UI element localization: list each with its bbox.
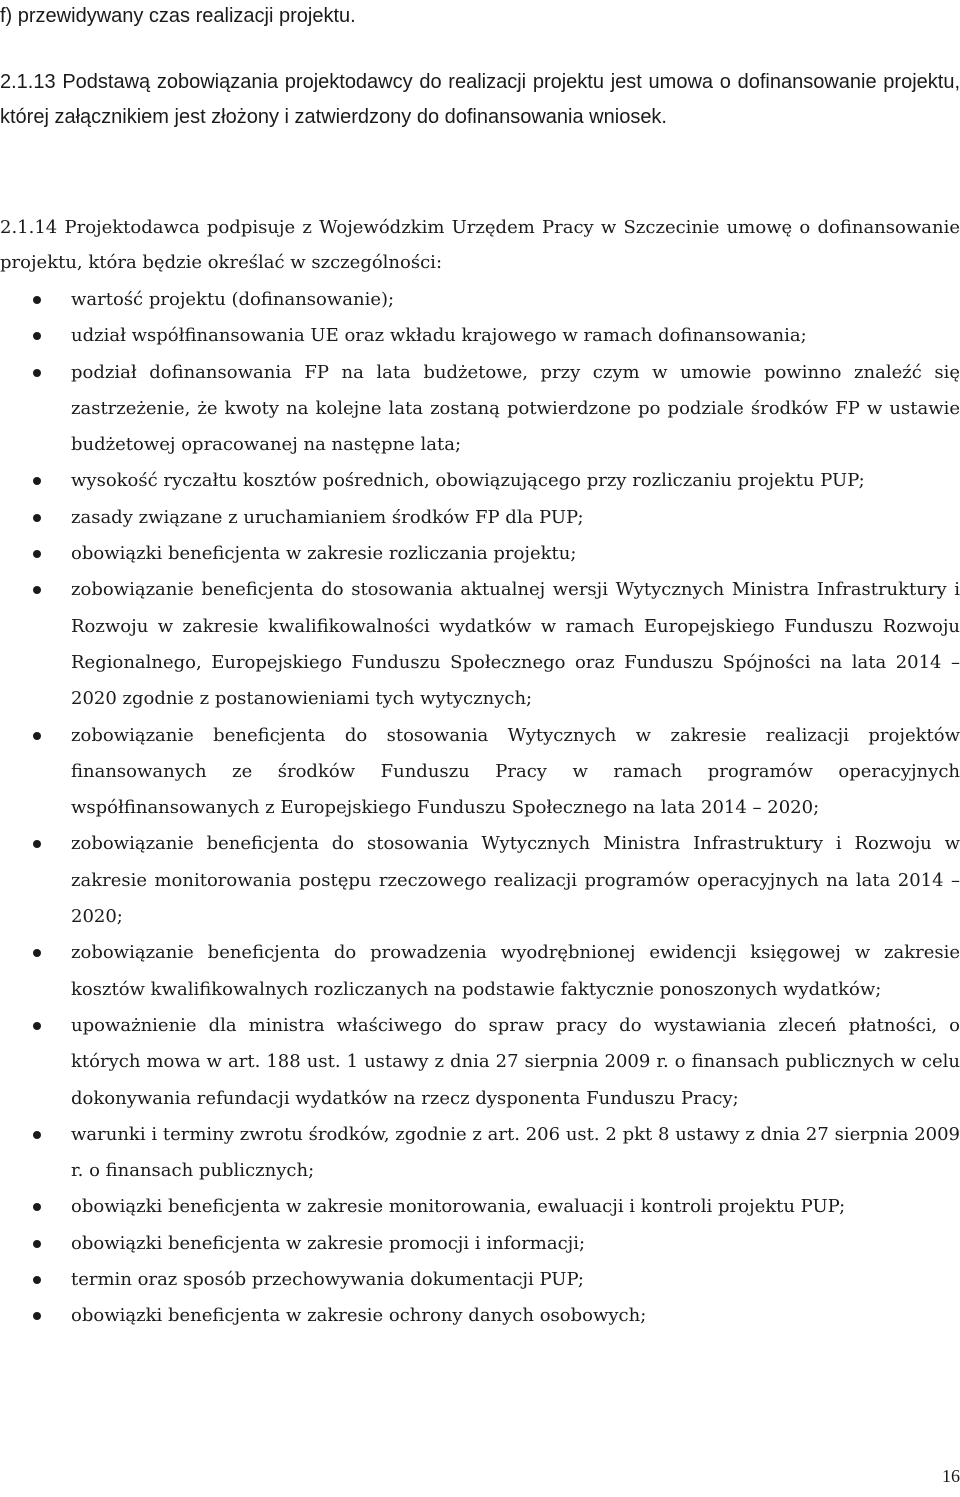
list-item-text: udział współfinansowania UE oraz wkładu krajowego w ramach dofinansowania; (71, 325, 807, 347)
bullet-icon (33, 514, 41, 522)
list-item-text: obowiązki beneficjenta w zakresie monitorowania, ewaluacji i kontroli projektu PUP; (71, 1196, 846, 1218)
bullet-icon (33, 586, 41, 594)
list-item-text: upoważnienie dla ministra właściwego do spraw pracy do wystawiania zleceń płatności, o których mowa w art. 188 ust. 1 ustawy z dnia 27 sierpnia 2009 r. o finansach publicznych w celu dokonywania refundacji wydatków na rzecz dysponenta Funduszu Pracy; (71, 1014, 960, 1109)
list-item (0, 355, 960, 464)
bullet-icon (33, 369, 41, 377)
list-item-f: f) przewidywany czas realizacji projektu. (0, 5, 356, 27)
list-item (0, 1189, 960, 1225)
paragraph-2-1-14 (0, 210, 960, 280)
list-item-text: zobowiązanie beneficjenta do stosowania Wytycznych Ministra Infrastruktury i Rozwoju w zakresie monitorowania postępu rzeczowego realizacji programów operacyjnych na lata 2014 – 2020; (71, 833, 960, 928)
bullet-icon (33, 332, 41, 340)
list-item (0, 536, 960, 572)
list-item (0, 1117, 960, 1190)
bullet-icon (33, 1203, 41, 1211)
list-item-text: zobowiązanie beneficjenta do prowadzenia wyodrębnionej ewidencji księgowej w zakresie kosztów kwalifikowalnych rozliczanych na podstawie faktycznie ponoszonych wydatków; (71, 942, 960, 1000)
list-item-text: obowiązki beneficjenta w zakresie promocji i informacji; (71, 1232, 586, 1254)
list-item-text: zasady związane z uruchamianiem środków FP dla PUP; (71, 506, 584, 528)
bullet-list (0, 282, 960, 1335)
bullet-icon (33, 477, 41, 485)
list-item-text: wartość projektu (dofinansowanie); (71, 289, 395, 310)
paragraph-2-1-13: 2.1.13 Podstawą zobowiązania projektodawcy do realizacji projektu jest umowa o dofinansowanie projektu, której załącznikiem jest złożony i zatwierdzony do dofinansowania wniosek. (0, 71, 960, 128)
bullet-icon (33, 949, 41, 957)
list-item-text: obowiązki beneficjenta w zakresie rozliczania projektu; (71, 543, 577, 565)
bullet-icon (33, 296, 41, 304)
list-item-text: termin oraz sposób przechowywania dokumentacji PUP; (71, 1269, 584, 1291)
page-number: 16 (942, 1466, 960, 1486)
paragraph-2-1-14-intro: 2.1.14 Projektodawca podpisuje z Wojewódzkim Urzędem Pracy w Szczecinie umowę o dofinansowanie projektu, która będzie określać w szczególności: (0, 217, 960, 273)
list-item-text: zobowiązanie beneficjenta do stosowania Wytycznych w zakresie realizacji projektów finansowanych ze środków Funduszu Pracy w ramach programów operacyjnych współfinansowanych z Europejskiego Funduszu Społecznego na lata 2014 – 2020; (71, 724, 960, 819)
list-item-text: warunki i terminy zwrotu środków, zgodnie z art. 206 ust. 2 pkt 8 ustawy z dnia 27 sierpnia 2009 r. o finansach publicznych; (71, 1123, 960, 1182)
list-item (0, 718, 960, 827)
bullet-icon (33, 1022, 41, 1030)
list-item (0, 572, 960, 717)
bullet-icon (33, 840, 41, 848)
list-item (0, 1262, 960, 1298)
bullet-icon (33, 1276, 41, 1284)
list-item (0, 826, 960, 935)
list-item (0, 1298, 960, 1334)
list-item (0, 282, 960, 318)
list-item (0, 318, 960, 354)
bullet-icon (33, 550, 41, 558)
bullet-icon (33, 1131, 41, 1139)
bullet-icon (33, 1240, 41, 1248)
list-item (0, 500, 960, 536)
list-item (0, 935, 960, 1008)
list-item (0, 463, 960, 499)
list-item-text: obowiązki beneficjenta w zakresie ochrony danych osobowych; (71, 1305, 647, 1327)
list-item (0, 1008, 960, 1117)
list-item-text: podział dofinansowania FP na lata budżetowe, przy czym w umowie powinno znaleźć się zastrzeżenie, że kwoty na kolejne lata zostaną potwierdzone po podziale środków FP w ustawie budżetowej opracowanej na następne lata; (71, 361, 960, 456)
list-item-text: wysokość ryczałtu kosztów pośrednich, obowiązującego przy rozliczaniu projektu PUP; (71, 470, 865, 492)
list-item (0, 1226, 960, 1262)
bullet-icon (33, 1312, 41, 1320)
list-item-text: zobowiązanie beneficjenta do stosowania aktualnej wersji Wytycznych Ministra Infrastruktury i Rozwoju w zakresie kwalifikowalności wydatków w ramach Europejskiego Funduszu Rozwoju Regionalnego, Europejskiego Funduszu Społecznego oraz Funduszu Spójności na lata 2014 – 2020 zgodnie z postanowieniami tych wytycznych; (71, 579, 960, 710)
bullet-icon (33, 732, 41, 740)
